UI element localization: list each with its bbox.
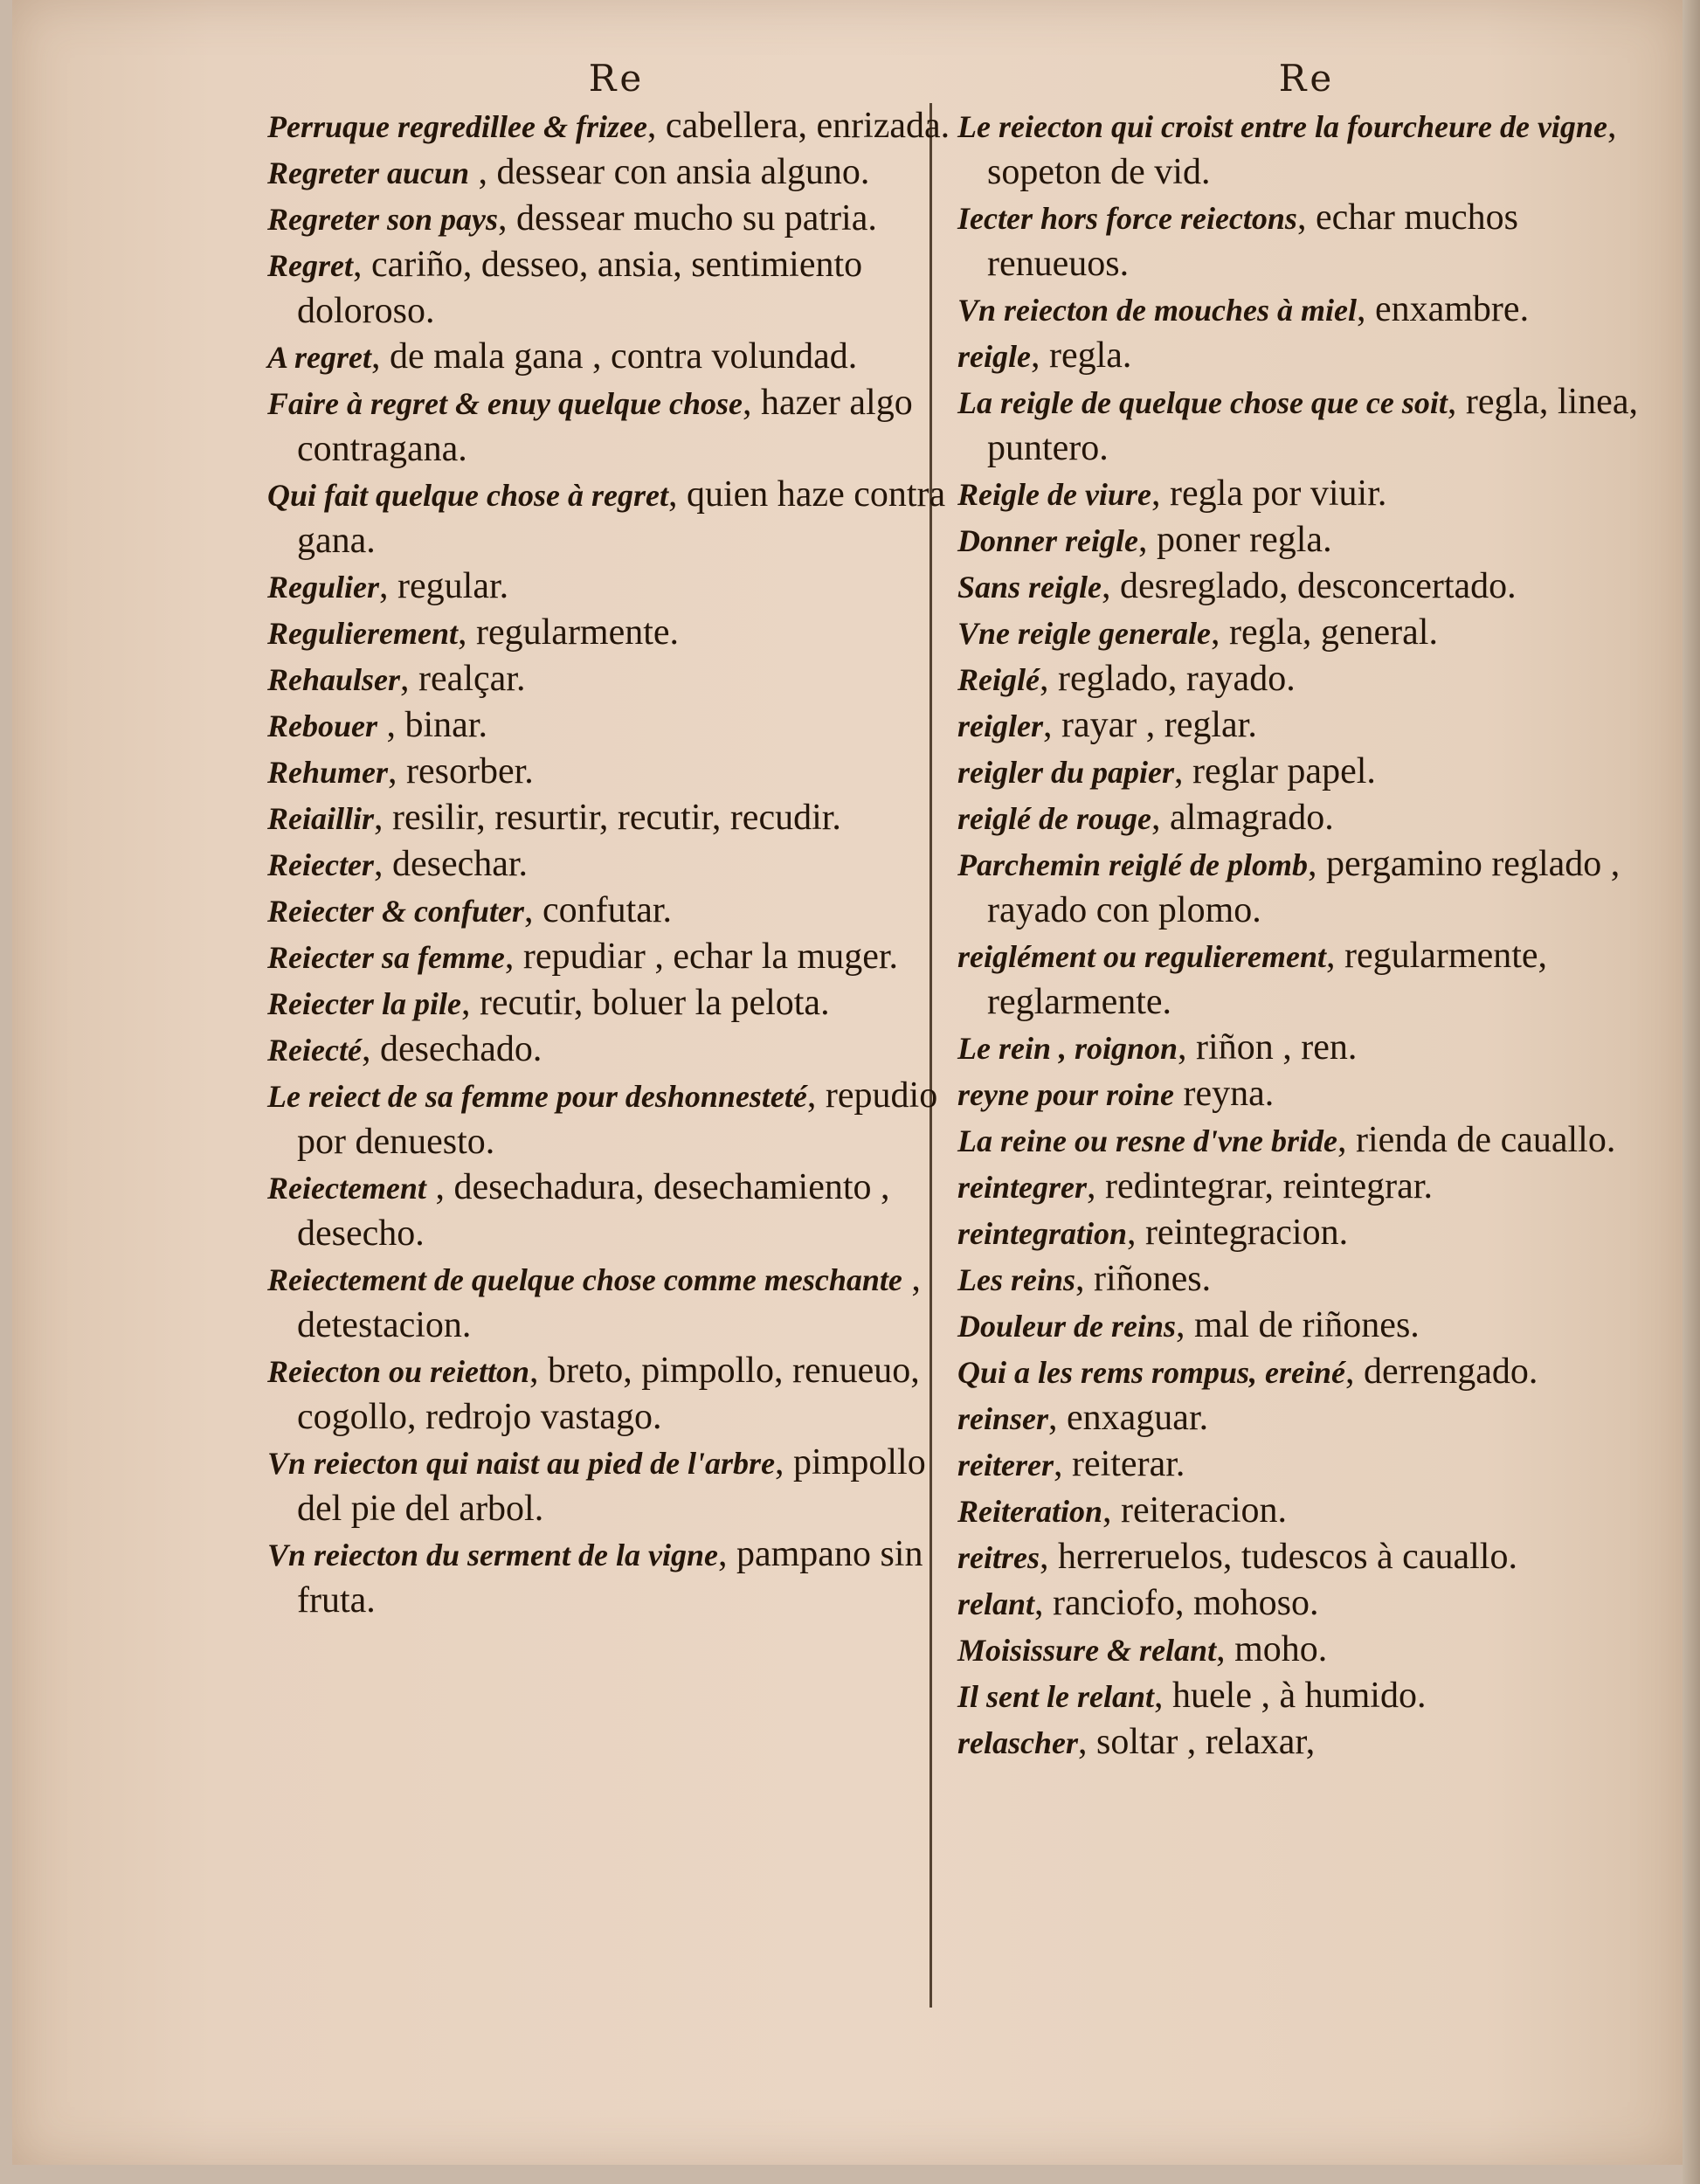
definition: , hazer algo contragana. (297, 383, 913, 469)
headword: reiglé de rouge (957, 801, 1151, 836)
headword: Reiecter & confuter (267, 894, 524, 929)
dictionary-entry (267, 1348, 966, 1440)
dictionary-entry (957, 795, 1656, 841)
dictionary-entry (957, 1256, 1656, 1303)
definition: , recutir, boluer la pelota. (460, 983, 830, 1023)
dictionary-entry (267, 702, 966, 749)
dictionary-entry (957, 1488, 1656, 1534)
headword: Reiecter sa femme (267, 940, 505, 975)
definition: , mal de riñones. (1176, 1305, 1420, 1345)
headword: Rebouer (267, 708, 377, 743)
definition: , huele , à humido. (1154, 1676, 1427, 1716)
headword: reigle (957, 339, 1031, 374)
dictionary-entry (957, 1025, 1656, 1071)
definition: , cabellera, enrizada. (646, 106, 950, 146)
definition: , ranciofo, mohoso. (1034, 1583, 1319, 1623)
dictionary-entry (957, 333, 1656, 379)
dictionary-entry (957, 1534, 1656, 1580)
definition: , regla. (1030, 335, 1132, 376)
definition: , enxaguar. (1048, 1398, 1209, 1438)
headword: Regreter son pays (267, 202, 498, 237)
dictionary-entry (957, 702, 1656, 749)
dictionary-entry (267, 841, 966, 888)
headword: Perruque regredillee & frizee (267, 109, 647, 144)
dictionary-entry (267, 795, 966, 841)
dictionary-entry (267, 1440, 966, 1531)
headword: Qui a les rems rompus, ereiné (957, 1355, 1346, 1390)
dictionary-entry (267, 1531, 966, 1623)
definition: , reiterar. (1053, 1444, 1185, 1484)
definition: , redintegrar, reintegrar. (1087, 1166, 1433, 1206)
definition: , desechado. (361, 1029, 542, 1069)
definition: reyna. (1174, 1074, 1275, 1114)
headword: Vne reigle generale (957, 616, 1211, 651)
dictionary-entry (957, 103, 1656, 195)
definition: , dessear con ansia alguno. (469, 152, 870, 192)
right-column (957, 54, 1656, 1766)
definition: , realçar. (400, 659, 526, 699)
right-entries (957, 103, 1656, 1766)
dictionary-entry (267, 380, 966, 472)
definition: , regularmente. (458, 612, 680, 653)
definition: , enxambre. (1356, 289, 1530, 329)
headword: reiterer (957, 1448, 1054, 1482)
dictionary-entry (267, 103, 966, 149)
dictionary-entry (957, 287, 1656, 333)
definition: , quien haze contra gana. (297, 474, 946, 561)
headword: reinser (957, 1401, 1049, 1436)
headword: Vn reiecton de mouches à miel (957, 293, 1357, 328)
headword: Regreter aucun (267, 156, 470, 190)
dictionary-entry (957, 749, 1656, 795)
headword: Reiteration (957, 1494, 1103, 1529)
headword: A regret (267, 340, 372, 375)
dictionary-entry (957, 656, 1656, 702)
headword: Le rein , roignon (957, 1031, 1178, 1066)
headword: Iecter hors force reiectons (957, 201, 1297, 236)
definition: , regular. (379, 566, 509, 606)
dictionary-entry (957, 1303, 1656, 1349)
definition: , pampano sin fruta. (297, 1534, 923, 1621)
definition: , confutar. (523, 890, 673, 930)
dictionary-entry (267, 242, 966, 334)
headword: reiglément ou regulierement (957, 939, 1326, 974)
headword: Regret (267, 248, 353, 283)
dictionary-entry (957, 1719, 1656, 1766)
definition: , reglado, rayado. (1039, 659, 1296, 699)
definition: , repudio por denuesto. (297, 1075, 938, 1162)
headword: Vn reiecton qui naist au pied de l'arbre (267, 1446, 776, 1481)
dictionary-entry (267, 472, 966, 563)
headword: Il sent le relant (957, 1679, 1155, 1714)
definition: , sopeton de vid. (987, 106, 1617, 192)
dictionary-entry (957, 610, 1656, 656)
headword: reintegration (957, 1216, 1128, 1251)
definition: , soltar , relaxar, (1078, 1722, 1316, 1762)
headword: Le reiect de sa femme pour deshonnesteté (267, 1079, 807, 1114)
definition: , reiteracion. (1102, 1490, 1288, 1531)
dictionary-entry (957, 471, 1656, 517)
headword: reitres (957, 1540, 1040, 1575)
dictionary-entry (957, 841, 1656, 933)
definition: , breto, pimpollo, renueuo, cogollo, redrojo vastago. (297, 1351, 920, 1437)
dictionary-entry (267, 980, 966, 1026)
headword: Vn reiecton du serment de la vigne (267, 1538, 718, 1572)
definition: , moho. (1216, 1629, 1328, 1669)
headword: reigler (957, 708, 1043, 743)
running-head-right: Re (1278, 57, 1336, 100)
dictionary-entry (267, 196, 966, 242)
headword: Moisissure & relant (957, 1633, 1217, 1668)
headword: Rehaulser (267, 662, 401, 697)
definition: , cariño, desseo, ansia, sentimiento doloroso. (297, 245, 863, 331)
left-entries (267, 103, 966, 1623)
headword: Les reins (957, 1262, 1075, 1297)
dictionary-entry (957, 563, 1656, 610)
definition: , reglar papel. (1174, 751, 1376, 791)
definition: , resorber. (388, 751, 534, 791)
dictionary-entry (957, 1580, 1656, 1627)
dictionary-entry (957, 1673, 1656, 1719)
headword: Rehumer (267, 755, 389, 790)
headword: Reiglé (957, 662, 1040, 697)
definition: , regularmente, reglarmente. (987, 936, 1548, 1022)
definition: , pimpollo del pie del arbol. (297, 1442, 926, 1529)
page-edge (1683, 0, 1700, 2184)
definition: , riñones. (1075, 1259, 1212, 1299)
headword: Reiaillir (267, 801, 375, 836)
dictionary-entry (957, 1071, 1656, 1117)
dictionary-entry (957, 1164, 1656, 1210)
dictionary-entry (267, 149, 966, 196)
dictionary-entry (957, 1395, 1656, 1441)
dictionary-entry (267, 888, 966, 934)
headword: Reiectement (267, 1171, 426, 1206)
definition: , desreglado, desconcertado. (1102, 566, 1517, 606)
headword: relascher (957, 1725, 1078, 1760)
dictionary-entry (957, 1117, 1656, 1164)
definition: , regla, linea, puntero. (987, 382, 1638, 468)
definition: , herreruelos, tudescos à cauallo. (1040, 1537, 1517, 1577)
definition: , pergamino reglado , rayado con plomo. (987, 844, 1621, 930)
headword: Donner reigle (957, 523, 1138, 558)
headword: reigler du papier (957, 755, 1174, 790)
definition: , detestacion. (297, 1259, 921, 1345)
definition: , dessear mucho su patria. (498, 198, 877, 238)
dictionary-entry (267, 1165, 966, 1256)
headword: Reiecté (267, 1033, 362, 1068)
definition: , regla por viuir. (1151, 473, 1387, 514)
definition: , rayar , reglar. (1042, 705, 1257, 745)
headword: reyne pour roine (957, 1077, 1175, 1112)
dictionary-entry (267, 1073, 966, 1165)
definition: , poner regla. (1138, 520, 1332, 560)
headword: Reiecton ou reietton (267, 1354, 529, 1389)
dictionary-entry (957, 1349, 1656, 1395)
definition: , binar. (377, 705, 487, 745)
definition: , derrengado. (1345, 1351, 1538, 1392)
headword: Faire à regret & enuy quelque chose (267, 386, 743, 421)
dictionary-entry (267, 334, 966, 380)
headword: Parchemin reiglé de plomb (957, 847, 1308, 882)
definition: , reintegracion. (1127, 1213, 1349, 1253)
headword: Douleur de reins (957, 1309, 1177, 1344)
headword: Qui fait quelque chose à regret (267, 478, 668, 513)
headword: Sans reigle (957, 570, 1102, 605)
definition: , regla, general. (1210, 612, 1438, 653)
dictionary-entry (957, 195, 1656, 287)
dictionary-entry (267, 1256, 966, 1348)
definition: , desechar. (373, 844, 529, 884)
definition: , repudiar , echar la muger. (504, 936, 899, 977)
dictionary-entry (267, 749, 966, 795)
headword: Reigle de viure (957, 477, 1151, 512)
definition: , desechadura, desechamiento , desecho. (297, 1167, 890, 1254)
headword: Reiectement de quelque chose comme meschante (267, 1262, 902, 1297)
dictionary-entry (267, 1026, 966, 1073)
headword: relant (957, 1586, 1035, 1621)
headword: Regulier (267, 570, 380, 605)
running-head-left: Re (588, 57, 646, 100)
headword: reintegrer (957, 1170, 1087, 1205)
definition: , de mala gana , contra volundad. (371, 336, 858, 377)
headword: Reiecter (267, 847, 374, 882)
definition: , echar muchos renueuos. (987, 197, 1519, 284)
headword: Le reiecton qui croist entre la fourcheure de vigne (957, 109, 1607, 144)
dictionary-entry (267, 610, 966, 656)
dictionary-entry (957, 1441, 1656, 1488)
dictionary-entry (957, 933, 1656, 1025)
headword: Reiecter la pile (267, 986, 461, 1021)
definition: , almagrado. (1151, 798, 1334, 838)
dictionary-entry (957, 1627, 1656, 1673)
headword: La reine ou resne d'vne bride (957, 1123, 1337, 1158)
left-column (267, 54, 966, 1623)
dictionary-entry (267, 656, 966, 702)
dictionary-entry (267, 934, 966, 980)
dictionary-entry (957, 379, 1656, 471)
headword: La reigle de quelque chose que ce soit (957, 385, 1448, 420)
dictionary-entry (957, 517, 1656, 563)
dictionary-entry (267, 563, 966, 610)
definition: , riñon , ren. (1178, 1027, 1358, 1068)
dictionary-entry (957, 1210, 1656, 1256)
definition: , rienda de cauallo. (1337, 1120, 1616, 1160)
definition: , resilir, resurtir, recutir, recudir. (374, 798, 841, 838)
headword: Regulierement (267, 616, 458, 651)
